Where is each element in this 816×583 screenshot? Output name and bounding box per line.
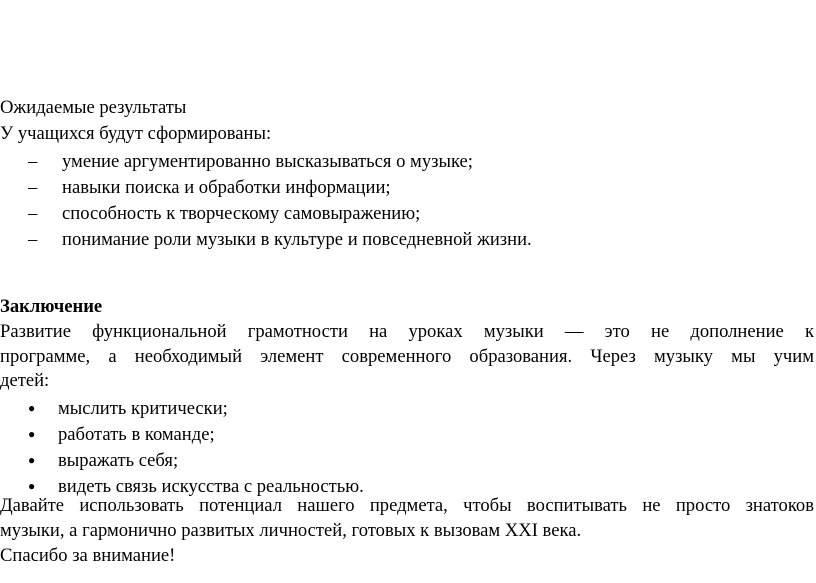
conclusion-list-item [28, 396, 228, 421]
dash-marker: – [28, 151, 38, 172]
results-heading: Ожидаемые результаты [0, 97, 187, 118]
conclusion-item-text: видеть связь искусства с реальностью. [58, 476, 364, 497]
thanks-line: Спасибо за внимание! [0, 545, 176, 566]
results-list-item [28, 150, 473, 174]
closing-line: музыки, а гармонично развитых личностей, готовых к вызовам XXI века. [0, 519, 582, 541]
conclusion-item-text: мыслить критически; [58, 398, 228, 419]
results-list-item [28, 202, 420, 226]
results-item-text: умение аргументированно высказываться о музыке; [62, 151, 473, 172]
results-list-item [28, 228, 532, 252]
conclusion-paragraph [0, 320, 814, 394]
results-item-text: навыки поиска и обработки информации; [62, 177, 391, 198]
results-item-text: способность к творческому самовыражению; [62, 203, 421, 224]
paragraph-line: Развитие функциональной грамотности на уроках музыки — это не дополнение к [0, 321, 814, 342]
bullet-icon: ● [28, 479, 36, 493]
dash-marker: – [28, 229, 38, 250]
conclusion-item-text: выражать себя; [58, 450, 179, 471]
bullet-icon: ● [28, 401, 36, 415]
conclusion-list-item [28, 422, 215, 447]
conclusion-heading: Заключение [0, 296, 103, 317]
results-intro: У учащихся будут сформированы: [0, 123, 272, 144]
bullet-icon: ● [28, 427, 36, 441]
results-item-text: понимание роли музыки в культуре и повседневной жизни. [62, 229, 532, 250]
closing-paragraph [0, 494, 814, 543]
conclusion-item-text: работать в команде; [58, 424, 215, 445]
conclusion-list-item [28, 448, 178, 473]
dash-marker: – [28, 177, 38, 198]
bullet-icon: ● [28, 453, 36, 467]
paragraph-line: программе, а необходимый элемент современного образования. Через музыку мы учим [0, 345, 814, 367]
closing-line: Давайте использовать потенциал нашего предмета, чтобы воспитывать не просто знатоков [0, 495, 814, 516]
paragraph-line: детей: [0, 370, 50, 391]
results-list-item [28, 176, 391, 200]
dash-marker: – [28, 203, 38, 224]
